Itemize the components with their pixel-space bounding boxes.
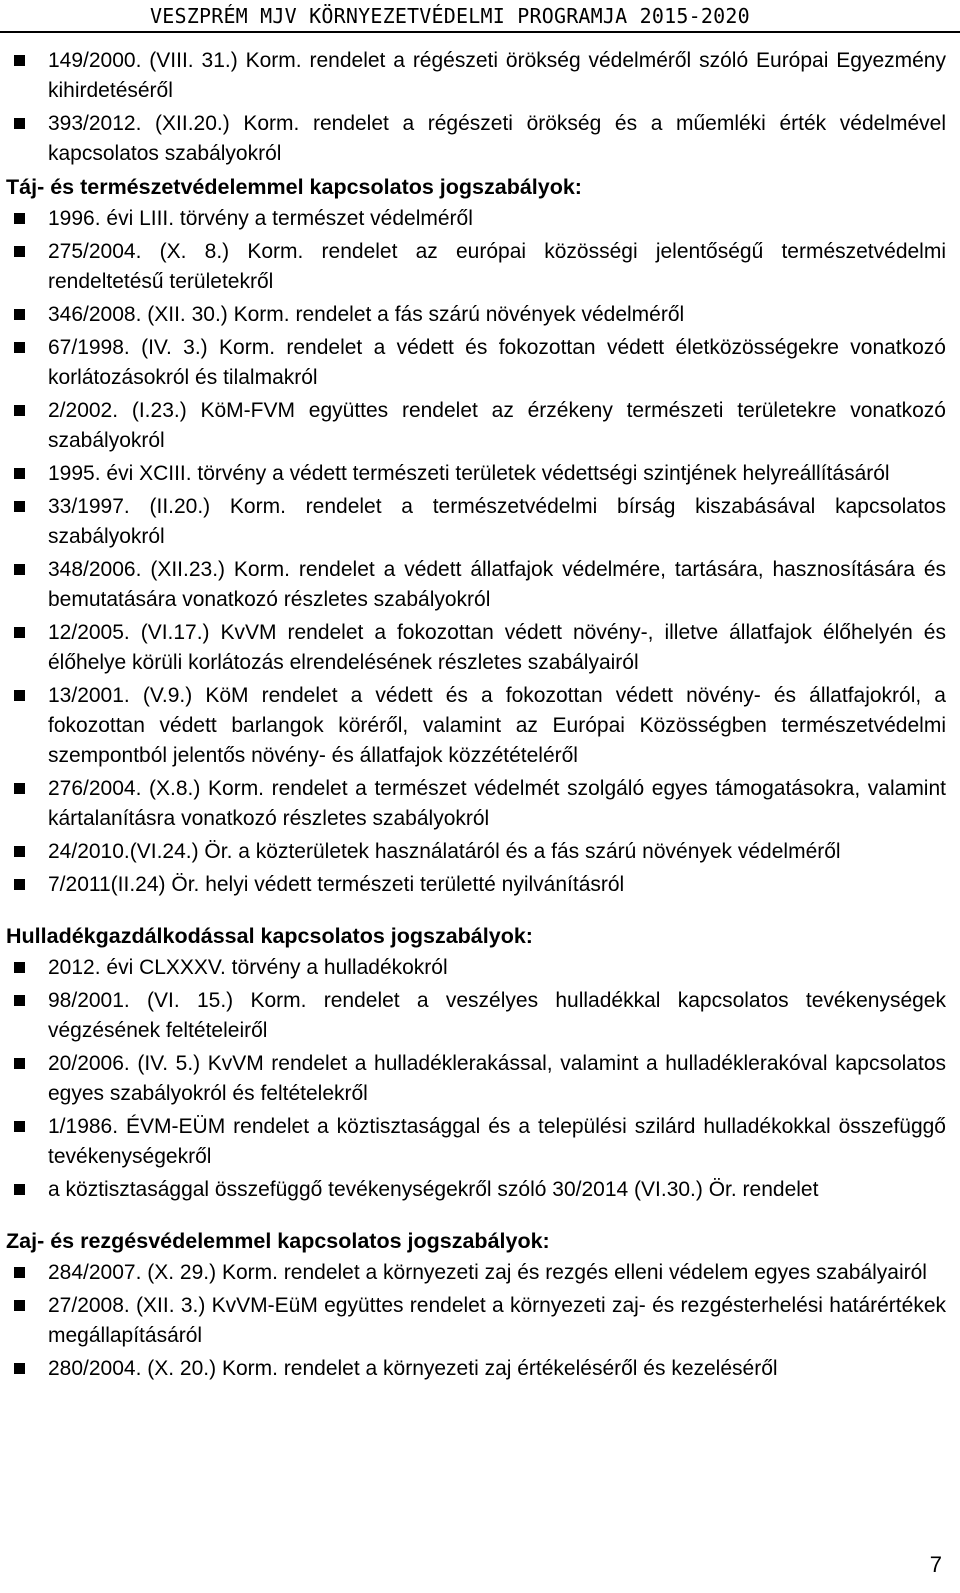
square-bullet-icon: [14, 995, 25, 1006]
square-bullet-icon: [14, 309, 25, 320]
square-bullet-icon: [14, 468, 25, 479]
list-item: [6, 837, 946, 867]
square-bullet-icon: [14, 405, 25, 416]
list-item: [6, 870, 946, 900]
section-2: [6, 921, 946, 1205]
list-item-text: 393/2012. (XII.20.) Korm. rendelet a régészeti örökség és a műemléki érték védelmével kapcsolatos szabályokról: [48, 112, 946, 165]
header-title: VESZPRÉM MJV KÖRNYEZETVÉDELMI PROGRAMJA 2015-2020: [150, 4, 750, 28]
regulation-list: [6, 46, 946, 169]
list-item-text: 2012. évi CLXXXV. törvény a hulladékokról: [48, 956, 448, 979]
square-bullet-icon: [14, 213, 25, 224]
list-item: [6, 1291, 946, 1351]
list-item: [6, 396, 946, 456]
regulation-list: [6, 204, 946, 900]
square-bullet-icon: [14, 564, 25, 575]
square-bullet-icon: [14, 879, 25, 890]
square-bullet-icon: [14, 118, 25, 129]
square-bullet-icon: [14, 690, 25, 701]
square-bullet-icon: [14, 1184, 25, 1195]
list-item-text: 33/1997. (II.20.) Korm. rendelet a természetvédelmi bírság kiszabásával kapcsolatos szabályokról: [48, 495, 946, 548]
page-number: 7: [929, 1552, 942, 1577]
list-item: [6, 555, 946, 615]
list-item-text: 284/2007. (X. 29.) Korm. rendelet a környezeti zaj és rezgés elleni védelem egyes szabályairól: [48, 1261, 927, 1284]
square-bullet-icon: [14, 501, 25, 512]
list-item: [6, 237, 946, 297]
list-item: [6, 1175, 946, 1205]
section-3: [6, 1226, 946, 1384]
list-item: [6, 1112, 946, 1172]
list-item-text: a köztisztasággal összefüggő tevékenységekről szóló 30/2014 (VI.30.) Ör. rendelet: [48, 1178, 819, 1201]
list-item: [6, 492, 946, 552]
regulation-list: [6, 953, 946, 1205]
list-item: [6, 459, 946, 489]
list-item: [6, 1049, 946, 1109]
square-bullet-icon: [14, 246, 25, 257]
list-item: [6, 618, 946, 678]
square-bullet-icon: [14, 55, 25, 66]
square-bullet-icon: [14, 846, 25, 857]
square-bullet-icon: [14, 1121, 25, 1132]
square-bullet-icon: [14, 783, 25, 794]
page-header: [0, 0, 960, 32]
list-item-text: 276/2004. (X.8.) Korm. rendelet a természet védelmét szolgáló egyes támogatásokra, valamint kártalanításra vonatkozó részletes szabályokról: [48, 777, 946, 830]
section-heading: Hulladékgazdálkodással kapcsolatos jogszabályok:: [6, 924, 533, 948]
section-heading: Zaj- és rezgésvédelemmel kapcsolatos jogszabályok:: [6, 1229, 550, 1253]
list-item-text: 275/2004. (X. 8.) Korm. rendelet az európai közösségi jelentőségű természetvédelmi rendeltetésű területekről: [48, 240, 946, 293]
square-bullet-icon: [14, 1058, 25, 1069]
section-heading: Táj- és természetvédelemmel kapcsolatos jogszabályok:: [6, 175, 582, 199]
header-rule: [0, 31, 960, 33]
list-item: [6, 109, 946, 169]
section-1: [6, 172, 946, 900]
square-bullet-icon: [14, 962, 25, 973]
document-body: [6, 46, 946, 1387]
list-item-text: 7/2011(II.24) Ör. helyi védett természeti területté nyilvánításról: [48, 873, 625, 896]
list-item: [6, 953, 946, 983]
list-item-text: 1/1986. ÉVM-EÜM rendelet a köztisztasággal és a települési szilárd hulladékokkal összefüggő tevékenységekről: [48, 1115, 946, 1168]
regulation-list: [6, 1258, 946, 1384]
list-item: [6, 681, 946, 771]
square-bullet-icon: [14, 1300, 25, 1311]
list-item-text: 346/2008. (XII. 30.) Korm. rendelet a fás szárú növények védelméről: [48, 303, 685, 326]
list-item-text: 348/2006. (XII.23.) Korm. rendelet a védett állatfajok védelmére, tartására, hasznosítására és bemutatására vonatkozó részletes szabályokról: [48, 558, 946, 611]
list-item: [6, 333, 946, 393]
list-item-text: 20/2006. (IV. 5.) KvVM rendelet a hulladéklerakással, valamint a hulladéklerakóval kapcsolatos egyes szabályokról és feltételekről: [48, 1052, 946, 1105]
list-item: [6, 300, 946, 330]
list-item-text: 27/2008. (XII. 3.) KvVM-EüM együttes rendelet a környezeti zaj- és rezgésterhelési határértékek megállapításáról: [48, 1294, 946, 1347]
list-item: [6, 986, 946, 1046]
list-item-text: 13/2001. (V.9.) KöM rendelet a védett és a fokozottan védett növény- és állatfajokról, a fokozottan védett barlangok köréről, valamint az Európai Közösségben természetvédelmi szempontból jelentős növény- és állatfajok közzétételéről: [48, 684, 946, 767]
list-item: [6, 774, 946, 834]
square-bullet-icon: [14, 627, 25, 638]
list-item-text: 1996. évi LIII. törvény a természet védelméről: [48, 207, 473, 230]
list-item-text: 2/2002. (I.23.) KöM-FVM együttes rendelet az érzékeny természeti területekre vonatkozó szabályokról: [48, 399, 946, 452]
list-item-text: 67/1998. (IV. 3.) Korm. rendelet a védett és fokozottan védett életközösségekre vonatkozó korlátozásokról és tilalmakról: [48, 336, 946, 389]
list-item-text: 24/2010.(VI.24.) Ör. a közterületek használatáról és a fás szárú növények védelméről: [48, 840, 841, 863]
section-0: [6, 46, 946, 169]
list-item-text: 98/2001. (VI. 15.) Korm. rendelet a veszélyes hulladékkal kapcsolatos tevékenységek végzésének feltételeiről: [48, 989, 946, 1042]
square-bullet-icon: [14, 1363, 25, 1374]
list-item: [6, 204, 946, 234]
square-bullet-icon: [14, 1267, 25, 1278]
square-bullet-icon: [14, 342, 25, 353]
list-item: [6, 1354, 946, 1384]
list-item-text: 280/2004. (X. 20.) Korm. rendelet a környezeti zaj értékeléséről és kezeléséről: [48, 1357, 778, 1380]
list-item-text: 149/2000. (VIII. 31.) Korm. rendelet a régészeti örökség védelméről szóló Európai Egyezmény kihirdetéséről: [48, 49, 946, 102]
list-item: [6, 1258, 946, 1288]
list-item: [6, 46, 946, 106]
list-item-text: 1995. évi XCIII. törvény a védett természeti területek védettségi szintjének helyreállításáról: [48, 462, 890, 485]
list-item-text: 12/2005. (VI.17.) KvVM rendelet a fokozottan védett növény-, illetve állatfajok élőhelyén és élőhelye körüli korlátozás elrendelésének részletes szabályairól: [48, 621, 946, 674]
